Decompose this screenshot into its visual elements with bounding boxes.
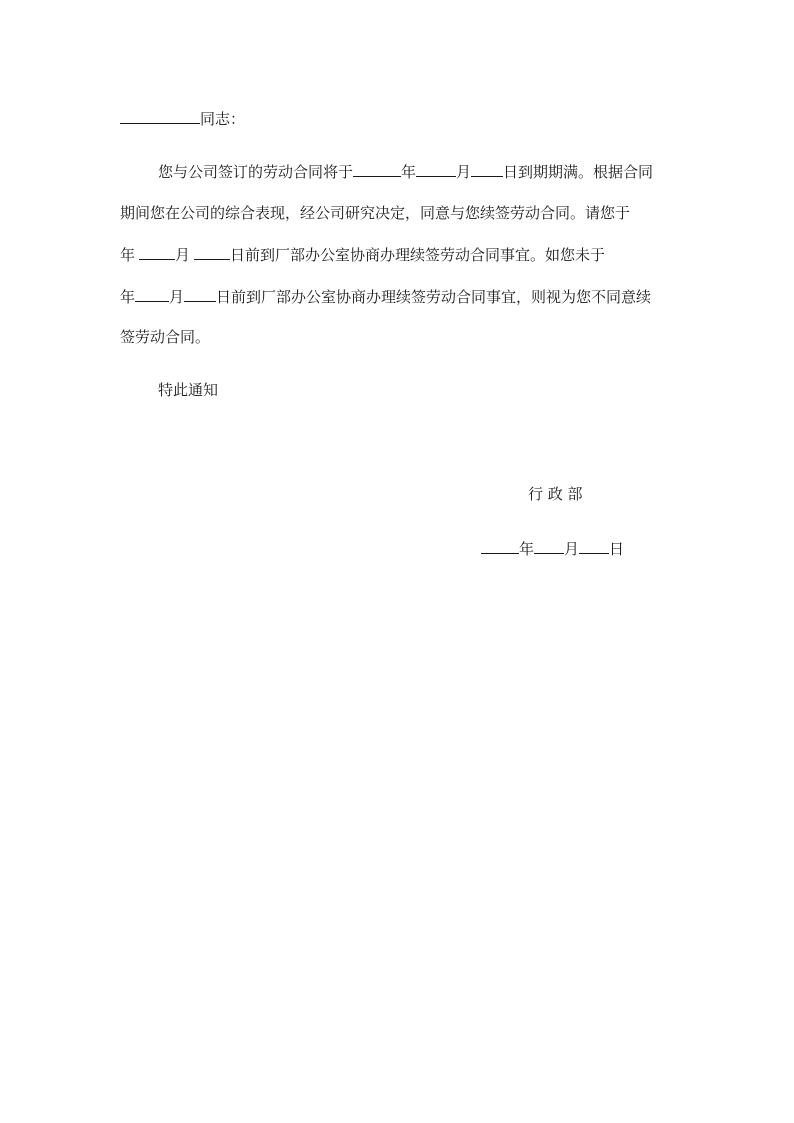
day-label: 日: [609, 540, 625, 558]
sign-month-blank[interactable]: [534, 538, 564, 554]
paragraph-line-2: [120, 203, 630, 223]
paragraph-line-5: [120, 327, 210, 347]
year-label: 年: [401, 163, 417, 181]
expiry-text-tail: 日到期期满。根据合同: [503, 163, 654, 181]
sign-year-blank[interactable]: [481, 538, 519, 554]
month-label: 月: [169, 288, 185, 306]
department-name: 行 政 部: [528, 485, 583, 503]
notice-text: 特此通知: [158, 381, 219, 399]
notice-line: [158, 380, 218, 400]
month-label: 月: [564, 540, 580, 558]
contract-expiry-text: 您与公司签订的劳动合同将于: [158, 163, 354, 181]
deadline-month-blank[interactable]: [139, 244, 175, 260]
expiry-month-blank[interactable]: [416, 161, 456, 177]
deadline-text: 日前到厂部办公室协商办理续签劳动合同事宜。如您未于: [230, 246, 606, 264]
expiry-year-blank[interactable]: [353, 161, 401, 177]
paragraph-end-text: 签劳动合同。: [120, 328, 211, 346]
signature-department: [528, 484, 583, 504]
paragraph-line-1: [158, 161, 653, 182]
year-label: 年: [519, 540, 535, 558]
month-label: 月: [456, 163, 472, 181]
salutation: [120, 108, 245, 129]
month-label: 月: [175, 246, 191, 264]
deadline-day-blank[interactable]: [194, 244, 230, 260]
year-label: 年: [120, 288, 136, 306]
paragraph-line-4: [120, 286, 651, 307]
sign-day-blank[interactable]: [579, 538, 609, 554]
late-month-blank[interactable]: [135, 286, 169, 302]
consequence-text: 日前到厂部办公室协商办理续签劳动合同事宜，则视为您不同意续: [216, 288, 652, 306]
year-label: 年: [120, 246, 136, 264]
paragraph-line-3: [120, 244, 605, 265]
signature-date: [481, 538, 624, 559]
expiry-day-blank[interactable]: [471, 161, 503, 177]
late-day-blank[interactable]: [184, 286, 216, 302]
salutation-suffix: 同志：: [200, 110, 246, 128]
recipient-name-blank[interactable]: [120, 108, 200, 124]
renewal-decision-text: 期间您在公司的综合表现，经公司研究决定，同意与您续签劳动合同。请您于: [120, 204, 631, 222]
